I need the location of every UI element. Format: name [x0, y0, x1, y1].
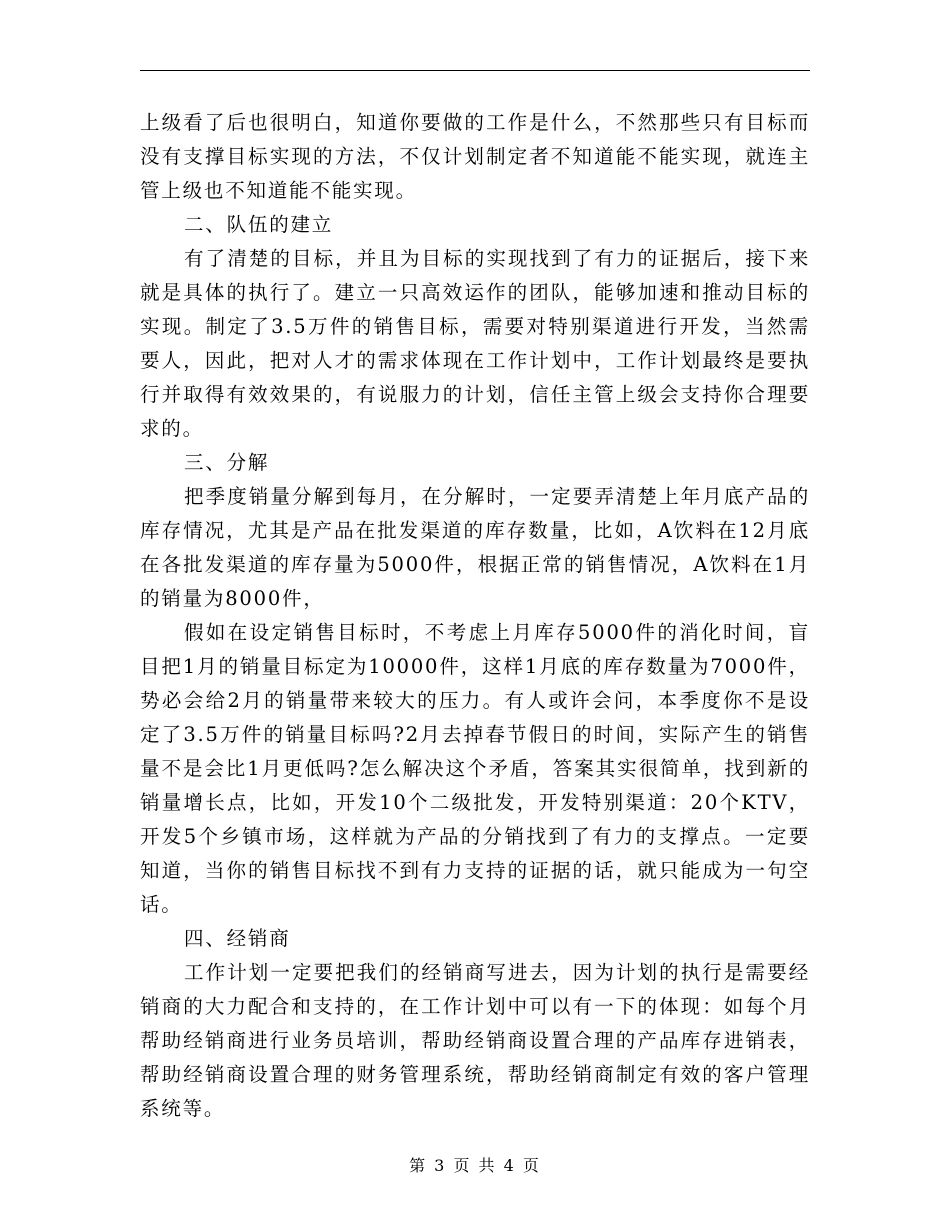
section-heading-distributor: 四、经销商 — [184, 927, 291, 950]
page-footer: 第 3 页 共 4 页 — [409, 1156, 541, 1175]
paragraph-3: 把季度销量分解到每月，在分解时，一定要弄清楚上年月底产品的库存情况，尤其是产品在批发渠道的库存数量，比如，A饮料在12月底在各批发渠道的库存量为5000件，根据正常的销售情况，A饮料在1月的销量为8000件， — [140, 485, 810, 610]
header-rule — [140, 70, 810, 71]
body-text — [140, 106, 810, 1126]
paragraph-4: 假如在设定销售目标时，不考虑上月库存5000件的消化时间，盲目把1月的销量目标定为10000件，这样1月底的库存数量为7000件，势必会给2月的销量带来较大的压力。有人或许会问，本季度你不是设定了3.5万件的销量目标吗?2月去掉春节假日的时间，实际产生的销售量不是会比1月更低吗?怎么解决这个矛盾，答案其实很简单，找到新的销量增长点，比如，开发10个二级批发，开发特别渠道：20个KTV，开发5个乡镇市场，这样就为产品的分销找到了有力的支撑点。一定要知道，当你的销售目标找不到有力支持的证据的话，就只能成为一句空话。 — [140, 621, 810, 916]
paragraph-2: 有了清楚的目标，并且为目标的实现找到了有力的证据后，接下来就是具体的执行了。建立一只高效运作的团队，能够加速和推动目标的实现。制定了3.5万件的销售目标，需要对特别渠道进行开发，当然需要人，因此，把对人才的需求体现在工作计划中，工作计划最终是要执行并取得有效效果的，有说服力的计划，信任主管上级会支持你合理要求的。 — [140, 247, 810, 440]
paragraph-1: 上级看了后也很明白，知道你要做的工作是什么，不然那些只有目标而没有支撑目标实现的方法，不仅计划制定者不知道能不能实现，就连主管上级也不知道能不能实现。 — [140, 111, 810, 202]
paragraph-5: 工作计划一定要把我们的经销商写进去，因为计划的执行是需要经销商的大力配合和支持的，在工作计划中可以有一下的体现：如每个月帮助经销商进行业务员培训，帮助经销商设置合理的产品库存进销表，帮助经销商设置合理的财务管理系统，帮助经销商制定有效的客户管理系统等。 — [140, 961, 810, 1120]
section-heading-breakdown: 三、分解 — [184, 451, 270, 474]
section-heading-team: 二、队伍的建立 — [184, 213, 334, 236]
